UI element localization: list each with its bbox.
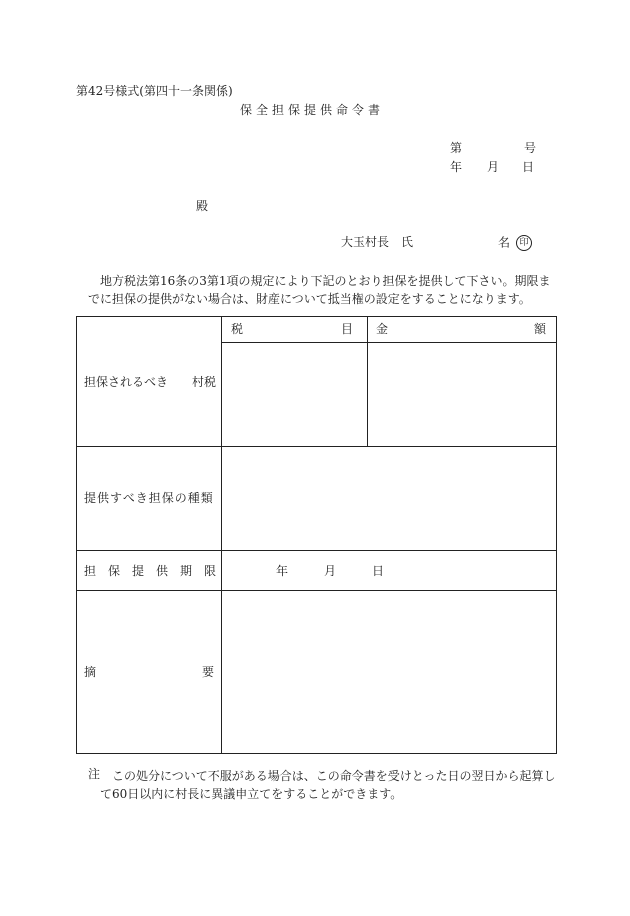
table-row-divider-2 <box>76 550 557 551</box>
addressee-suffix: 殿 <box>196 199 209 213</box>
tax-item-header <box>231 322 353 336</box>
amount-header-b: 額 <box>533 322 546 336</box>
amount-header <box>376 322 546 336</box>
number-prefix: 第 <box>450 141 463 155</box>
date-month: 月 <box>487 160 500 174</box>
tax-item-header-b: 目 <box>340 322 353 336</box>
issuer-name <box>498 235 532 251</box>
row2-label: 提供すべき担保の種類 <box>84 491 214 505</box>
remarks-label <box>84 665 214 679</box>
issuer-label: 大玉村長 氏 <box>341 235 414 249</box>
seal-icon: 印 <box>516 235 532 251</box>
date-day: 日 <box>522 160 535 174</box>
form-id: 第42号様式(第四十一条関係) <box>76 84 233 98</box>
number-suffix: 号 <box>524 141 537 155</box>
table-header-divider <box>221 342 557 343</box>
table-divider-vertical <box>221 316 222 754</box>
date-year: 年 <box>450 160 463 174</box>
deadline-day: 日 <box>372 564 385 578</box>
amount-header-a: 金 <box>376 322 389 336</box>
row3-label: 担保提供期限 <box>84 564 229 578</box>
note-label: 注 <box>88 767 101 781</box>
row1-label-b: 村税 <box>192 375 217 389</box>
issuer-name-label: 名 <box>498 235 511 250</box>
document-title: 保全担保提供命令書 <box>240 103 385 117</box>
remarks-label-a: 摘 <box>84 665 97 679</box>
table-divider-amount <box>367 316 368 446</box>
body-text: 地方税法第16条の3第1項の規定により下記のとおり担保を提供して下さい。期限までに担保の提供がない場合は、財産について抵当権の設定をすることになります。 <box>88 274 551 306</box>
note-text: この処分について不服がある場合は、この命令書を受けとった日の翌日から起算して60日以内に村長に異議申立てをすることができます。 <box>100 769 556 801</box>
remarks-label-b: 要 <box>201 665 214 679</box>
tax-item-header-a: 税 <box>231 322 244 336</box>
row1-label-a: 担保されるべき <box>84 375 169 389</box>
deadline-month: 月 <box>324 564 337 578</box>
table-row-divider-3 <box>76 590 557 591</box>
deadline-year: 年 <box>276 564 289 578</box>
table-row-divider-1 <box>76 446 557 447</box>
